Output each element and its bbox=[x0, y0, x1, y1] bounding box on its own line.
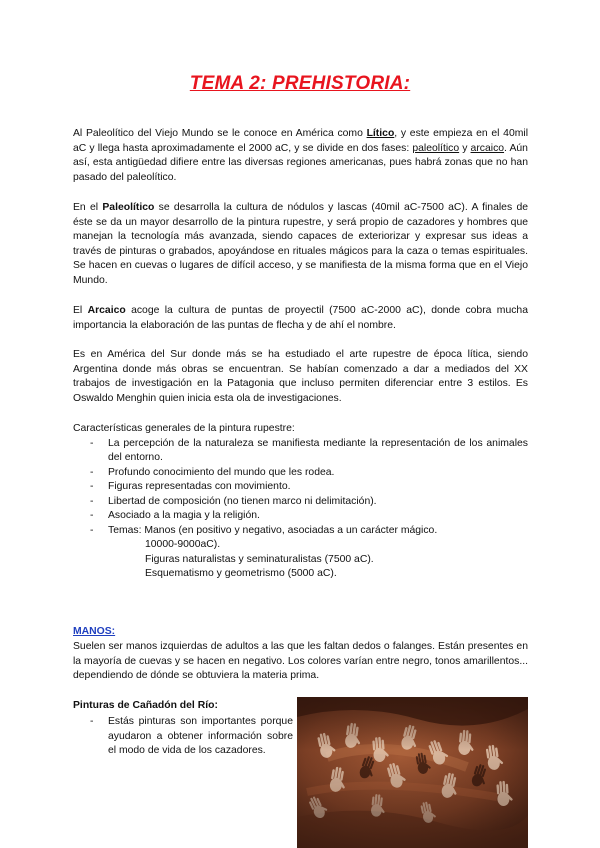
page-title: TEMA 2: PREHISTORIA: bbox=[189, 73, 411, 94]
manos-paragraph: Suelen ser manos izquierdas de adultos a las que les faltan dedos o falanges. Están presentes en la mayoría de cuevas y se hacen en negativo. Los colores varían entre negro, tonos amarillentos... dependiendo de dónde se obtuviera la materia prima. bbox=[73, 641, 528, 681]
manos-heading: MANOS: bbox=[73, 626, 116, 637]
list-item bbox=[73, 480, 528, 495]
term-paleolitico-bold: Paleolítico bbox=[102, 202, 155, 213]
paragraph-paleolitico bbox=[73, 201, 528, 288]
p3-text-a: El bbox=[73, 305, 88, 316]
paragraph-arcaico bbox=[73, 304, 528, 333]
cave-hands-image bbox=[297, 697, 528, 848]
cave-hands-photo bbox=[297, 697, 528, 848]
list-item bbox=[73, 524, 528, 539]
dash-marker: - bbox=[90, 466, 94, 478]
list-item bbox=[73, 509, 528, 524]
sub-item: Figuras naturalistas y seminaturalistas (7500 aC). bbox=[145, 553, 374, 565]
term-litico: Lítico bbox=[366, 128, 395, 139]
list-item-text: Profundo conocimiento del mundo que les rodea. bbox=[108, 466, 335, 478]
p2-text-a: En el bbox=[73, 202, 103, 213]
paragraph-america-del-sur: Es en América del Sur donde más se ha estudiado el arte rupestre de época lítica, siendo Argentina donde más obras se encuentran. Se habían comenzado a dar a mediados del XX trabajos de investigación en la Patagonia que incluso permiten diferenciar entre 3 estilos. Es Oswaldo Menghin quien inicia esta ola de investigaciones. bbox=[73, 349, 528, 404]
dash-marker: - bbox=[90, 524, 94, 536]
list-item bbox=[73, 466, 528, 481]
p1-text-a: Al Paleolítico del Viejo Mundo se le conoce en América como bbox=[73, 128, 367, 139]
p3-text-c: acoge la cultura de puntas de proyectil (7500 aC-2000 aC), donde cobra mucha importancia la elaboración de las puntas de flecha y de ahí el nombre. bbox=[73, 305, 528, 331]
pinturas-list bbox=[73, 715, 293, 759]
characteristics-section bbox=[73, 422, 528, 582]
p1-text-g: . Aún así, esta antigüedad difiere entre las diversas regiones americanas, pues habrá zonas que no han pasado del paleolítico. bbox=[73, 142, 528, 183]
characteristics-intro: Características generales de la pintura rupestre: bbox=[73, 423, 295, 434]
dash-marker: - bbox=[90, 437, 94, 449]
dash-marker: - bbox=[90, 510, 94, 521]
list-item bbox=[73, 495, 528, 510]
list-item-text: Temas: Manos (en positivo y negativo, asociadas a un carácter mágico. bbox=[108, 524, 438, 536]
pinturas-title: Pinturas de Cañadón del Río: bbox=[73, 700, 218, 711]
dash-marker: - bbox=[90, 481, 94, 492]
p2-text-c: se desarrolla la cultura de nódulos y lascas (40mil aC-7500 aC). A finales de éste se da un mayor desarrollo de la pintura rupestre, y será propio de cazadores y hombres que manejan la tecnología más avanzada, siendo capaces de exteriorizar y expresar sus ideas a través de pinturas o grabados, apoyándose en rituales mágicos para la caza o temas espirituales. Se hacen en cuevas o lugares de difícil acceso, y se manifiesta de la misma forma que en el Viejo Mundo. bbox=[73, 202, 528, 286]
term-paleolitico: paleolítico bbox=[412, 142, 460, 154]
list-item-text: Asociado a la magia y la religión. bbox=[108, 510, 260, 521]
term-arcaico-bold: Arcaico bbox=[87, 305, 126, 316]
sub-item: 10000-9000aC). bbox=[145, 539, 221, 550]
p1-text-c: , y este empieza en el 40mil aC y llega hasta aproximadamente el 2000 aC, y se divide en dos fases: bbox=[73, 128, 529, 154]
list-item-text: Libertad de composición (no tienen marco ni delimitación). bbox=[108, 495, 377, 507]
dash-marker: - bbox=[90, 495, 94, 507]
dash-marker: - bbox=[90, 716, 94, 727]
sub-item: Esquematismo y geometrismo (5000 aC). bbox=[145, 568, 337, 579]
list-item-text: Figuras representadas con movimiento. bbox=[108, 481, 291, 492]
p1-text-e: y bbox=[459, 142, 471, 154]
list-item-text: Estás pinturas son importantes porque ayudaron a obtener información sobre el modo de vida de los cazadores. bbox=[108, 716, 293, 756]
paragraph-litico bbox=[73, 127, 528, 185]
characteristics-list bbox=[73, 437, 528, 539]
list-item-text: La percepción de la naturaleza se manifiesta mediante la representación de los animales del entorno. bbox=[108, 437, 528, 463]
term-arcaico: arcaico bbox=[470, 142, 505, 154]
list-item bbox=[73, 715, 293, 759]
list-item bbox=[73, 437, 528, 466]
